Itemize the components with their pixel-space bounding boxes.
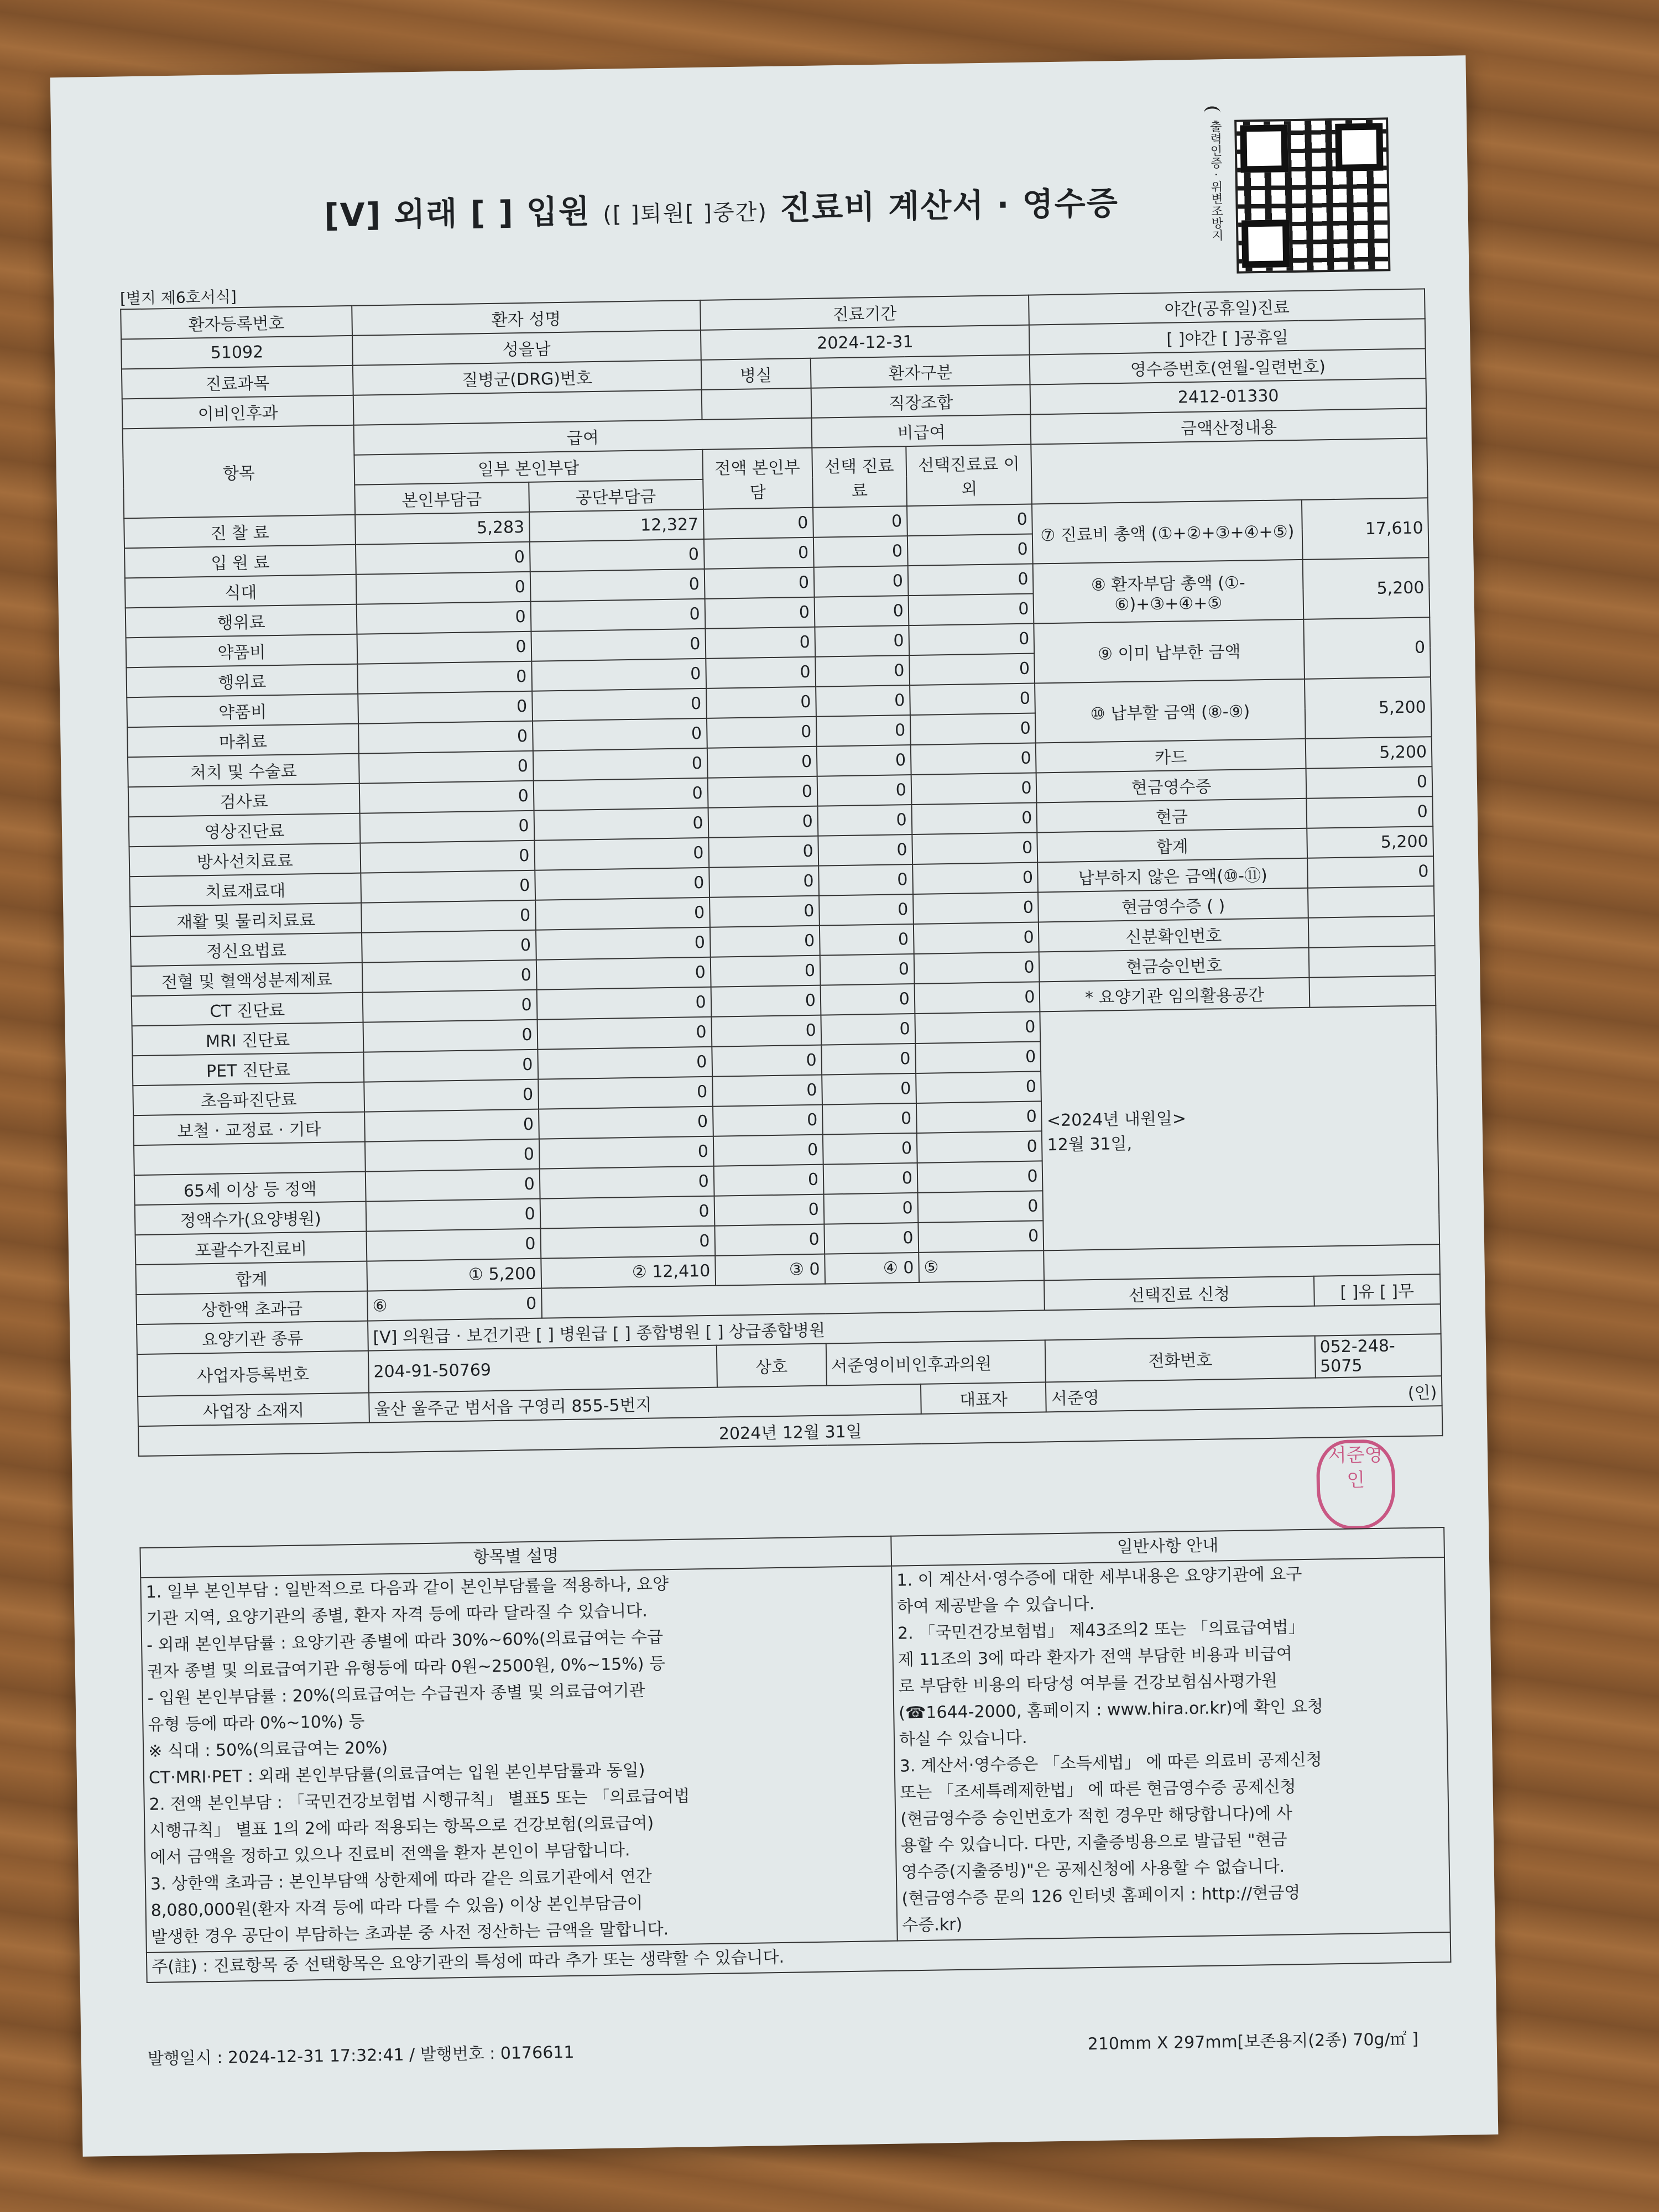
summary-value: 0 [1303, 617, 1431, 679]
row-value: 0 [531, 659, 706, 691]
explain-line: 2. 「국민건강보험법」 제43조의2 또는 「의료급여법」 [897, 1618, 1305, 1644]
row-label: PET 진단료 [132, 1052, 364, 1086]
row-value: 0 [711, 1015, 821, 1047]
row-value: 0 [917, 1191, 1043, 1223]
summary-label: 카드 [1036, 739, 1306, 773]
explain-line: 1. 일부 본인부담 : 일반적으로 다음과 같이 본인부담률을 적용하나, 요양 [145, 1574, 669, 1602]
explain-line: 영수증(지출증빙)"은 공제신청에 사용할 수 없습니다. [901, 1856, 1285, 1882]
row-value: 0 [911, 743, 1036, 775]
row-value: 0 [712, 1045, 822, 1077]
row-value: 0 [530, 599, 705, 632]
explain-left-title: 항목별 설명 [140, 1536, 891, 1578]
row-label: 초음파진단료 [133, 1082, 364, 1116]
row-value: 0 [707, 717, 817, 748]
row-value: 0 [533, 718, 707, 751]
explain-right-title: 일반사항 안내 [891, 1527, 1444, 1566]
row-value: 0 [710, 926, 820, 957]
summary-label: ⑦ 진료비 총액 (①+②+③+④+⑤) [1032, 500, 1302, 564]
summary-value [1308, 946, 1435, 978]
row-value: 0 [709, 866, 819, 898]
row-value: 0 [538, 1047, 712, 1079]
row-value: 0 [708, 806, 818, 838]
explain-line: 권자 종별 및 의료급여기관 유형등에 따라 0원~2500원, 0%~15%) 등 [147, 1654, 666, 1682]
col-benefit: 급여 [354, 418, 812, 455]
row-value: 0 [907, 534, 1033, 566]
explain-line: 2. 전액 본인부담 : 「국민건강보험법 시행규칙」 별표5 또는 「의료급여법 [149, 1786, 690, 1814]
row-value: 0 [358, 721, 533, 754]
summary-value: 5,200 [1307, 826, 1433, 858]
total-2: ② 12,410 [541, 1256, 716, 1288]
row-value: 0 [356, 542, 530, 575]
row-label: 영상진단료 [129, 813, 361, 847]
row-value: 0 [536, 987, 711, 1020]
summary-value [1309, 975, 1436, 1008]
dept-value: 이비인후과 [122, 395, 354, 429]
row-value: 0 [703, 508, 813, 539]
explain-line: 기관 지역, 요양기관의 종별, 환자 자격 등에 따라 달라질 수 있습니다. [146, 1601, 648, 1629]
row-label: 정액수가(요양병원) [135, 1202, 367, 1235]
summary-label: 현금 [1037, 799, 1307, 833]
row-value: 0 [712, 1075, 822, 1107]
explain-line: (☎1644-2000, 홈페이지 : www.hira.or.kr)에 확인 요청 [899, 1697, 1324, 1723]
row-value: 0 [914, 982, 1040, 1014]
row-value: 0 [710, 956, 820, 987]
row-value: 12,327 [529, 509, 704, 542]
row-label: 약품비 [127, 694, 358, 728]
night-holiday: [ ]야간 [ ]공휴일 [1029, 319, 1425, 354]
qr-code-icon [1234, 117, 1390, 273]
qr-finder [1240, 124, 1288, 173]
row-value: 0 [359, 781, 534, 813]
qr-finder [1335, 123, 1383, 171]
row-value: 0 [705, 627, 815, 659]
header-receipt-no: 영수증번호(연월-일련번호) [1030, 348, 1426, 384]
row-value: 0 [821, 1044, 916, 1075]
patient-name: 성을남 [352, 330, 701, 366]
header-patient-type: 환자구분 [811, 355, 1030, 388]
row-value: 0 [539, 1107, 713, 1139]
row-value: 0 [534, 808, 708, 841]
row-value: 0 [361, 900, 535, 933]
row-value: 0 [540, 1196, 714, 1229]
row-label: 입 원 료 [124, 545, 356, 578]
row-value: 0 [357, 632, 531, 664]
row-value: 0 [533, 778, 708, 811]
explain-line: 또는 「조세특례제한법」 에 따른 현금영수증 공제신청 [900, 1777, 1296, 1803]
row-value: 0 [817, 805, 912, 836]
total-4: ④ 0 [825, 1253, 919, 1284]
row-label: 행위료 [126, 664, 358, 698]
summary-value [1308, 916, 1434, 948]
row-label: 처치 및 수술료 [128, 754, 359, 787]
explain-line: 하실 수 있습니다. [899, 1728, 1027, 1750]
header-room: 병실 [701, 358, 811, 390]
inst-kind-label: 요양기관 종류 [137, 1321, 368, 1355]
biz-no-label: 사업자등록번호 [137, 1351, 369, 1397]
row-value: 0 [364, 1109, 539, 1142]
row-value: 0 [357, 661, 531, 694]
row-value: 0 [531, 629, 706, 661]
row-value: 0 [713, 1135, 823, 1166]
row-value: 0 [713, 1105, 823, 1136]
row-value: 0 [916, 1101, 1042, 1133]
receipt-table [120, 288, 1443, 1457]
row-value: 0 [357, 602, 531, 634]
explain-line: 3. 상한액 초과금 : 본인부담액 상한제에 따라 같은 의료기관에서 연간 [150, 1866, 653, 1894]
row-value: 0 [711, 985, 821, 1017]
total-label: 합계 [135, 1261, 367, 1295]
row-label: 방사선치료료 [129, 843, 361, 877]
explain-line: 유형 등에 따라 0%~10%) 등 [148, 1712, 365, 1735]
row-value: 0 [912, 862, 1038, 894]
row-value: 0 [907, 504, 1032, 536]
row-value: 0 [530, 569, 705, 602]
row-label: 전혈 및 혈액성분제제료 [131, 963, 363, 997]
explain-line: 발생한 경우 공단이 부담하는 초과분 중 사전 정산하는 금액을 말합니다. [151, 1919, 669, 1947]
row-value: 0 [705, 597, 815, 629]
explain-line: (현금영수증 문의 126 인터넷 홈페이지 : http://현금영 [901, 1883, 1301, 1909]
row-value: 0 [363, 990, 537, 1022]
row-value: 0 [530, 539, 705, 572]
row-value: 0 [535, 868, 709, 900]
row-value: 0 [907, 564, 1033, 596]
row-value: 0 [539, 1166, 714, 1199]
select-request-label: 선택진료 신청 [1044, 1276, 1314, 1311]
row-value: 0 [823, 1133, 917, 1165]
row-value: 0 [916, 1071, 1041, 1103]
row-value: 0 [913, 892, 1039, 924]
row-value: 0 [365, 1139, 539, 1172]
official-seal-stamp: 서준영 인 [1316, 1439, 1396, 1530]
row-value: 0 [819, 894, 914, 926]
header-night: 야간(공휴일)진료 [1029, 289, 1425, 325]
row-value: 0 [704, 567, 814, 599]
col-public: 공단부담금 [529, 479, 703, 512]
row-label: 정신요법료 [131, 933, 362, 967]
summary-label: ⑨ 이미 납부한 금액 [1034, 619, 1305, 684]
inst-name-value: 서준영이비인후과의원 [826, 1340, 1046, 1385]
row-value: 0 [709, 896, 820, 927]
inst-name-label: 상호 [716, 1344, 826, 1387]
summary-label: 현금승인번호 [1039, 948, 1309, 982]
explain-line: 시행규칙」 별표 1의 2에 따라 적용되는 항목으로 건강보험(의료급여) [149, 1813, 654, 1841]
explain-line: 용할 수 있습니다. 다만, 지출증빙용으로 발급된 "현금 [900, 1830, 1287, 1856]
cap-label: 상한액 초과금 [136, 1291, 368, 1325]
row-value: 0 [704, 538, 814, 569]
explain-right-body [891, 1557, 1451, 1941]
summary-value: 17,610 [1302, 498, 1429, 560]
issue-info: 발행일시 : 2024-12-31 17:32:41 / 발행번호 : 0176611 [147, 2042, 575, 2069]
col-partial: 일부 본인부담 [354, 450, 702, 485]
row-value: 0 [908, 594, 1034, 626]
row-value: 0 [818, 864, 913, 896]
explanation-table [139, 1527, 1451, 1983]
row-value: 0 [822, 1103, 917, 1135]
cap-value: ⑥ 0 [367, 1288, 541, 1321]
row-value: 0 [366, 1229, 540, 1261]
summary-label: ⑧ 환자부담 총액 (①-⑥)+③+④+⑤ [1033, 560, 1303, 624]
explain-line: 로 부담한 비용의 타당성 여부를 건강보험심사평가원 [898, 1671, 1277, 1697]
row-value: 0 [915, 1041, 1041, 1073]
summary-value: 5,200 [1305, 737, 1432, 769]
summary-label: 납부하지 않은 금액(⑩-⑪) [1038, 858, 1308, 893]
row-value: 0 [820, 954, 915, 985]
row-label: 치료재료대 [129, 873, 361, 907]
row-value: 0 [909, 624, 1034, 656]
row-value: 0 [914, 922, 1039, 954]
row-value: 0 [814, 596, 909, 627]
row-value: 0 [823, 1163, 918, 1194]
document-title [207, 175, 1236, 238]
row-value: 0 [912, 832, 1037, 864]
row-value: 0 [914, 952, 1040, 984]
total-1: ① 5,200 [367, 1259, 541, 1291]
row-value: 0 [356, 572, 530, 604]
row-value: 0 [539, 1136, 714, 1169]
row-value: 0 [707, 747, 817, 778]
tel-value: 052-248-5075 [1314, 1334, 1442, 1378]
drg-value [353, 390, 702, 425]
row-value: 0 [822, 1073, 916, 1105]
row-value: 0 [714, 1224, 825, 1256]
row-value: 0 [366, 1199, 540, 1232]
explain-line: 8,080,000원(환자 자격 등에 따라 다를 수 있음) 이상 본인부담금이 [150, 1893, 643, 1921]
rep-label: 대표자 [921, 1382, 1046, 1414]
row-value: 0 [359, 751, 533, 784]
row-value: 0 [537, 1017, 712, 1050]
explain-line: - 외래 본인부담률 : 요양기관 종별에 따라 30%~60%(의료급여는 수급 [146, 1627, 664, 1655]
row-value: 0 [816, 685, 910, 717]
explain-line: 1. 이 계산서·영수증에 대한 세부내용은 요양기관에 요구 [896, 1564, 1302, 1590]
row-label: 마취료 [127, 724, 359, 758]
row-value: 0 [707, 776, 817, 808]
explain-note: 주(註) : 진료항목 중 선택항목은 요양기관의 특성에 따라 추가 또는 생략할 수 있습니다. [147, 1932, 1451, 1983]
row-value: 0 [713, 1165, 823, 1196]
row-value: 0 [360, 811, 534, 843]
title-discharge-type: ([ ]퇴원[ ]중간) [602, 199, 768, 228]
form-number: [별지 제6호서식] [119, 288, 237, 308]
tel-label: 전화번호 [1045, 1336, 1315, 1383]
summary-label: 현금영수증 ( ) [1038, 888, 1308, 922]
total-3: ③ 0 [715, 1254, 825, 1286]
row-value: 0 [918, 1220, 1044, 1253]
row-value: 0 [813, 536, 908, 567]
col-calc: 금액산정내용 [1031, 408, 1427, 444]
visit-day: 12월 31일, [1047, 1134, 1133, 1155]
row-value: 0 [532, 688, 707, 721]
row-label: 65세 이상 등 정액 [134, 1172, 366, 1206]
row-value: 5,283 [355, 512, 529, 545]
col-nonbenefit: 비급여 [811, 415, 1031, 448]
summary-label: * 요양기관 임의활용공간 [1040, 978, 1310, 1012]
paper-spec: 210mm X 297mm[보존용지(2종) 70g/㎡ ] [1087, 2029, 1419, 2054]
inst-kind-value: [V] 의원급 · 보건기관 [ ] 병원급 [ ] 종합병원 [ ] 상급종합병원 [368, 1304, 1441, 1350]
header-period: 진료기간 [700, 295, 1030, 330]
row-value: 0 [535, 898, 710, 930]
patient-reg-no: 51092 [121, 336, 353, 369]
row-value: 0 [910, 683, 1035, 715]
select-request-value: [ ]유 [ ]무 [1314, 1274, 1441, 1306]
explain-line: 제 11조의 3에 따라 환자가 전액 부담한 비용과 비급여 [898, 1644, 1293, 1670]
title-visit-type: [V] 외래 [ ] 입원 [324, 192, 591, 234]
row-label [134, 1142, 366, 1176]
row-value: 0 [360, 841, 534, 873]
row-value: 0 [536, 927, 711, 960]
summary-value: 0 [1306, 796, 1433, 828]
visit-year: <2024년 내원일> [1046, 1109, 1187, 1131]
row-value: 0 [533, 748, 707, 781]
row-value: 0 [817, 775, 912, 806]
receipt-paper [50, 55, 1499, 2157]
row-value: 0 [821, 984, 915, 1015]
row-value: 0 [362, 930, 536, 963]
explain-line: 에서 금액을 정하고 있으나 진료비 전액을 환자 본인이 부담합니다. [149, 1840, 630, 1867]
row-label: CT 진단료 [132, 993, 363, 1026]
summary-value: 0 [1307, 856, 1434, 888]
row-value: 0 [706, 687, 816, 718]
col-self: 본인부담금 [354, 482, 529, 515]
col-item: 항목 [123, 425, 355, 519]
total-5: ⑤ [919, 1250, 1044, 1282]
explain-line: ※ 식대 : 50%(의료급여는 20%) [148, 1738, 388, 1761]
row-label: 재활 및 물리치료료 [130, 903, 362, 937]
row-value: 0 [538, 1077, 713, 1109]
receipt-no-value: 2412-01330 [1030, 378, 1426, 414]
summary-value: 5,200 [1305, 677, 1432, 739]
row-value: 0 [534, 838, 709, 870]
summary-label: 현금영수증 [1036, 769, 1306, 803]
row-label: 행위료 [126, 604, 357, 638]
row-label: 검사료 [128, 784, 360, 817]
row-value: 0 [366, 1169, 540, 1202]
biz-no-value: 204-91-50769 [368, 1345, 717, 1393]
row-label: 보철 · 교정료 · 기타 [133, 1112, 365, 1146]
row-value: 0 [917, 1161, 1042, 1193]
explain-line: 3. 계산서·영수증은 「소득세법」 에 따른 의료비 공제신청 [899, 1750, 1322, 1776]
row-value: 0 [363, 1050, 538, 1082]
row-value: 0 [824, 1223, 919, 1254]
signal-icon [1204, 106, 1220, 119]
row-label: MRI 진단료 [132, 1022, 364, 1056]
title-main: 진료비 계산서 · 영수증 [779, 184, 1119, 227]
treatment-period: 2024-12-31 [701, 325, 1030, 360]
row-value: 0 [911, 802, 1037, 834]
row-label: 약품비 [126, 634, 358, 668]
qr-caption: 출력인증 · 위변조방지 [1208, 120, 1224, 242]
summary-label: 합계 [1037, 828, 1307, 863]
address-value: 울산 울주군 범서읍 구영리 855-5번지 [369, 1384, 921, 1423]
calc-spacer [1031, 438, 1428, 504]
row-value: 0 [821, 1014, 915, 1045]
row-value: 0 [706, 657, 816, 688]
row-label: 식대 [125, 575, 357, 608]
patient-type-value: 직장조합 [811, 385, 1031, 418]
row-value: 0 [813, 506, 907, 538]
row-value: 0 [911, 773, 1036, 805]
row-value: 0 [816, 715, 911, 747]
summary-label: 신분확인번호 [1039, 918, 1308, 952]
row-value: 0 [910, 713, 1036, 745]
row-value: 0 [820, 924, 914, 956]
explain-line: - 입원 본인부담률 : 20%(의료급여는 수급권자 종별 및 의료급여기관 [147, 1681, 645, 1708]
row-value: 0 [815, 625, 909, 657]
row-value: 0 [708, 836, 818, 868]
col-other: 선택진료료 이외 [906, 445, 1032, 507]
row-value: 0 [362, 960, 536, 993]
header-patient-name: 환자 성명 [352, 300, 700, 336]
col-full: 전액 본인부담 [702, 448, 813, 509]
summary-value [1308, 886, 1434, 918]
room-value [701, 388, 811, 420]
row-value: 0 [917, 1131, 1042, 1163]
memo-area [1040, 1005, 1439, 1250]
row-value: 0 [909, 654, 1035, 686]
header-reg-no: 환자등록번호 [121, 306, 352, 340]
row-value: 0 [818, 834, 912, 866]
qr-finder [1241, 220, 1290, 268]
row-value: 0 [363, 1020, 538, 1052]
explain-line: 하여 제공받을 수 있습니다. [896, 1594, 1095, 1617]
header-drg: 질병군(DRG)번호 [353, 360, 701, 395]
explain-line: 수증.kr) [902, 1914, 963, 1936]
row-label: 진 찰 료 [124, 515, 356, 549]
col-select: 선택 진료료 [812, 446, 907, 508]
row-value: 0 [915, 1011, 1040, 1044]
row-value: 0 [364, 1079, 538, 1112]
rep-value: 서준영 (인) [1046, 1376, 1442, 1412]
row-value: 0 [361, 870, 535, 903]
address-label: 사업장 소재지 [138, 1393, 369, 1427]
summary-value: 0 [1306, 766, 1432, 799]
issue-date: 2024년 12월 31일 [138, 1406, 1443, 1456]
summary-value: 5,200 [1302, 557, 1430, 619]
row-value: 0 [358, 691, 532, 724]
row-value: 0 [540, 1226, 715, 1259]
row-value: 0 [815, 655, 910, 687]
row-value: 0 [814, 566, 909, 597]
explain-line: CT·MRI·PET : 외래 본인부담률(의료급여는 입원 본인부담률과 동일) [148, 1760, 645, 1788]
explain-line: (현금영수증 승인번호가 적힌 경우만 해당합니다)에 사 [900, 1803, 1293, 1829]
row-label: 포괄수가진료비 [135, 1232, 367, 1265]
row-value: 0 [536, 957, 711, 990]
explain-left-body [140, 1566, 897, 1953]
header-dept: 진료과목 [122, 366, 353, 399]
row-value: 0 [714, 1194, 824, 1226]
row-value: 0 [817, 745, 911, 776]
row-value: 0 [823, 1193, 918, 1224]
summary-label: ⑩ 납부할 금액 (⑧-⑨) [1035, 679, 1306, 743]
